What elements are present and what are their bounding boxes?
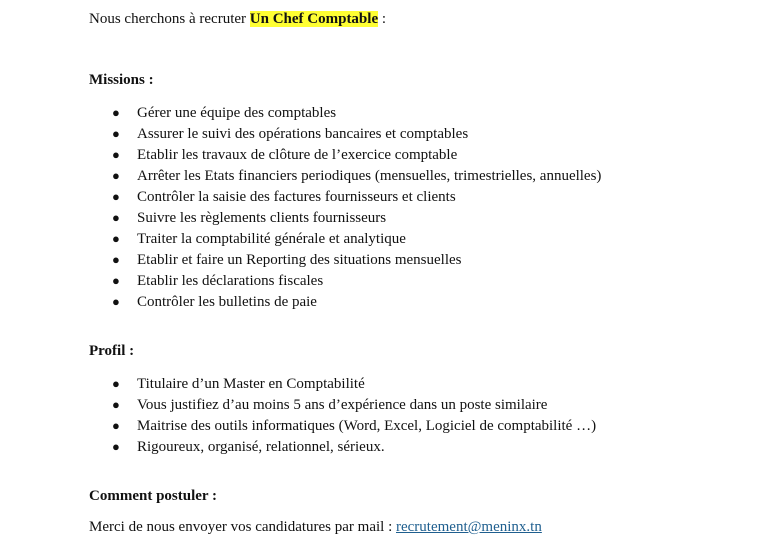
- bullet-icon: ●: [112, 273, 120, 288]
- missions-heading: Missions :: [89, 72, 154, 88]
- list-item: [112, 123, 468, 144]
- list-item: [112, 144, 457, 165]
- list-item-text: Titulaire d’un Master en Comptabilité: [137, 376, 365, 392]
- list-item-text: Contrôler la saisie des factures fournisseurs et clients: [137, 189, 456, 205]
- list-item-text: Arrêter les Etats financiers periodiques (mensuelles, trimestrielles, annuelles): [137, 168, 602, 184]
- bullet-icon: ●: [112, 418, 120, 433]
- apply-line: [89, 517, 542, 538]
- list-item-text: Etablir les travaux de clôture de l’exercice comptable: [137, 147, 458, 163]
- list-item: [112, 102, 336, 123]
- apply-text: Merci de nous envoyer vos candidatures par mail :: [89, 519, 396, 535]
- email-link[interactable]: recrutement@meninx.tn: [396, 519, 542, 535]
- intro-line: [89, 9, 386, 30]
- bullet-icon: ●: [112, 397, 120, 412]
- list-item: [112, 415, 596, 436]
- bullet-icon: ●: [112, 439, 120, 454]
- bullet-icon: ●: [112, 105, 120, 120]
- apply-heading: Comment postuler :: [89, 488, 218, 504]
- list-item: [112, 228, 406, 249]
- intro-text: Nous cherchons à recruter: [89, 11, 250, 27]
- list-item: [112, 394, 547, 415]
- bullet-icon: ●: [112, 210, 120, 225]
- bullet-icon: ●: [112, 189, 120, 204]
- bullet-icon: ●: [112, 376, 120, 391]
- list-item: [112, 207, 386, 228]
- list-item-text: Etablir et faire un Reporting des situations mensuelles: [137, 252, 462, 268]
- list-item: [112, 270, 323, 291]
- bullet-icon: ●: [112, 294, 120, 309]
- list-item: [112, 291, 317, 312]
- bullet-icon: ●: [112, 126, 120, 141]
- profil-heading: Profil :: [89, 343, 135, 359]
- list-item: [112, 165, 601, 186]
- job-title-highlight: Un Chef Comptable: [249, 11, 379, 27]
- bullet-icon: ●: [112, 252, 120, 267]
- list-item-text: Vous justifiez d’au moins 5 ans d’expérience dans un poste similaire: [137, 397, 548, 413]
- list-item: [112, 373, 365, 394]
- list-item-text: Assurer le suivi des opérations bancaires et comptables: [137, 126, 469, 142]
- list-item-text: Contrôler les bulletins de paie: [137, 294, 317, 310]
- list-item: [112, 249, 462, 270]
- list-item: [112, 186, 456, 207]
- bullet-icon: ●: [112, 231, 120, 246]
- bullet-icon: ●: [112, 168, 120, 183]
- list-item: [112, 436, 385, 457]
- list-item-text: Suivre les règlements clients fournisseurs: [137, 210, 387, 226]
- list-item-text: Gérer une équipe des comptables: [137, 105, 337, 121]
- list-item-text: Etablir les déclarations fiscales: [137, 273, 324, 289]
- list-item-text: Rigoureux, organisé, relationnel, sérieux.: [137, 439, 385, 455]
- list-item-text: Maitrise des outils informatiques (Word, Excel, Logiciel de comptabilité …): [137, 418, 597, 434]
- intro-suffix: :: [378, 11, 387, 27]
- bullet-icon: ●: [112, 147, 120, 162]
- list-item-text: Traiter la comptabilité générale et analytique: [137, 231, 406, 247]
